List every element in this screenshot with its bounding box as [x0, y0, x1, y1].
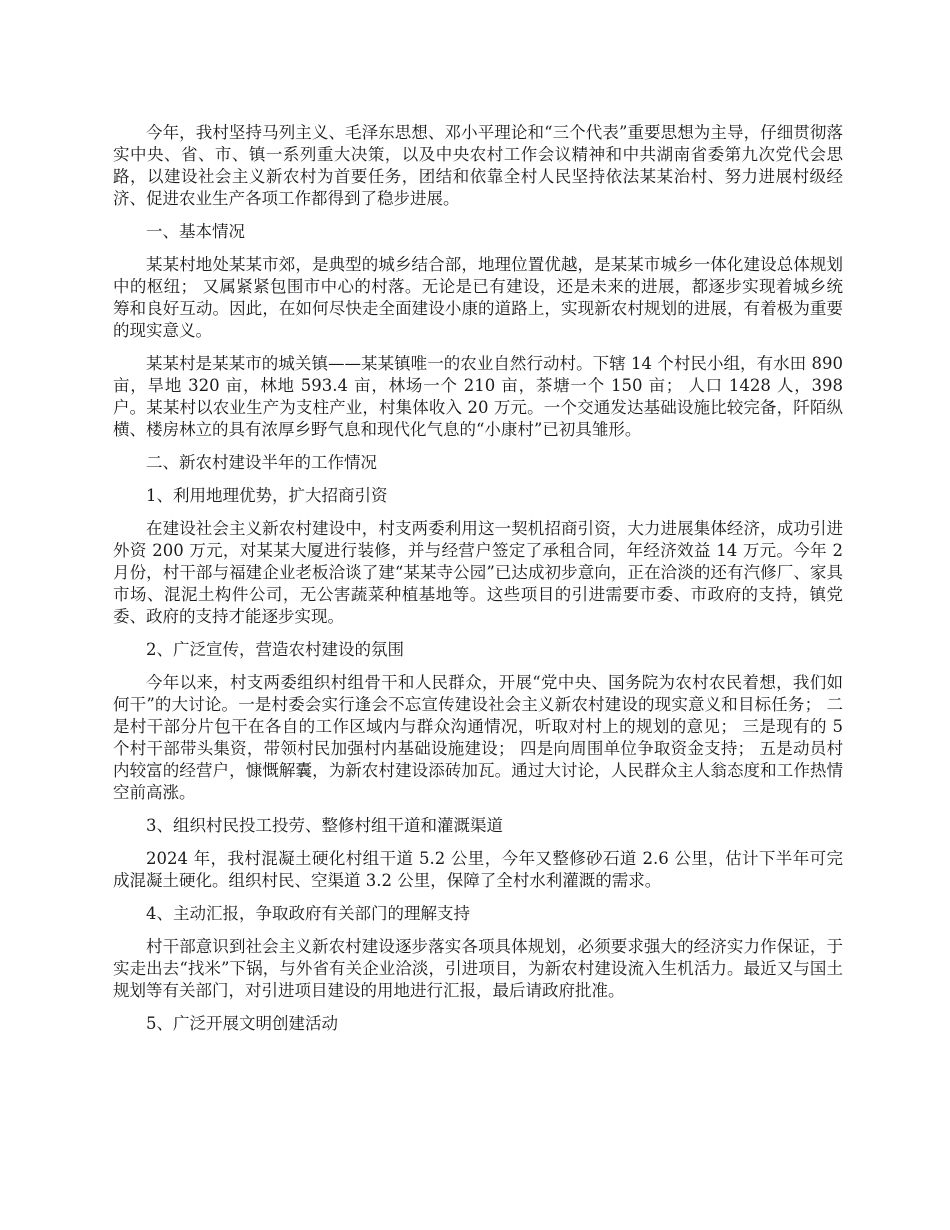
- section-heading-work-status: 二、新农村建设半年的工作情况: [146, 453, 377, 472]
- paragraph-publicity: 今年以来，村支两委组织村组骨干和人民群众，开展“党中央、国务院为农村农民着想，我们如何干”的大讨论。一是村委会实行逢会不忘宣传建设社会主义新农村建设的现实意义和目标任务； 二是村干部分片包干在各自的工作区域内与群众沟通情况，听取对村上的规划的意见； 三是现有的 5 个村干部带头集资，带领村民加强村内基础设施建设； 四是向周围单位争取资金支持； 五是动员村内较富的经营户，慷慨解囊，为新农村建设添砖加瓦。通过大讨论，人民群众主人翁态度和工作热情空前高涨。: [113, 673, 843, 802]
- paragraph-roads-canals: 2024 年，我村混凝土硬化村组干道 5.2 公里，今年又整修砂石道 2.6 公里，估计下半年可完成混凝土硬化。组织村民、空渠道 3.2 公里，保障了全村水利灌溉的需求。: [113, 849, 843, 890]
- intro-paragraph: 今年，我村坚持马列主义、毛泽东思想、邓小平理论和“三个代表”重要思想为主导，仔细贯彻落实中央、省、市、镇一系列重大决策，以及中央农村工作会议精神和中共湖南省委第九次党代会思路，以建设社会主义新农村为首要任务，团结和依靠全村人民坚持依法某某治村、努力进展村级经济、促进农业生产各项工作都得到了稳步进展。: [113, 123, 843, 208]
- paragraph-location: 某某村地处某某市郊，是典型的城乡结合部，地理位置优越，是某某市城乡一体化建设总体规划中的枢纽； 又属紧紧包围市中心的村落。无论是已有建设，还是未来的进展，都逐步实现着城乡统筹和良好互动。因此，在如何尽快走全面建设小康的道路上，实现新农村规划的进展，有着极为重要的现实意义。: [113, 255, 843, 340]
- paragraph-village-stats: 某某村是某某市的城关镇——某某镇唯一的农业自然行动村。下辖 14 个村民小组，有水田 890 亩，旱地 320 亩，林地 593.4 亩，林场一个 210 亩，茶塘一个 150 亩； 人口 1428 人，398 户。某某村以农业生产为支柱产业，村集体收入 20 万元。一个交通发达基础设施比较完备，阡陌纵横、楼房林立的具有浓厚乡野气息和现代化气息的“小康村”已初具雏形。: [113, 354, 843, 439]
- document-body: [113, 122, 843, 1046]
- subheading-publicity: 2、广泛宣传，营造农村建设的氛围: [146, 640, 404, 659]
- subheading-government-support: 4、主动汇报，争取政府有关部门的理解支持: [146, 904, 470, 923]
- section-heading-basic-info: 一、基本情况: [146, 222, 245, 241]
- subheading-investment: 1、利用地理优势，扩大招商引资: [146, 486, 388, 505]
- subheading-civilization: 5、广泛开展文明创建活动: [146, 1014, 338, 1033]
- paragraph-investment: 在建设社会主义新农村建设中，村支两委利用这一契机招商引资，大力进展集体经济，成功引进外资 200 万元，对某某大厦进行装修，并与经营户签定了承租合同，年经济效益 14 万元。今年 2 月份，村干部与福建企业老板洽谈了建“某某寺公园”已达成初步意向，正在洽淡的还有汽修厂、家具市场、混泥土构件公司，无公害蔬菜种植基地等。这些项目的引进需要市委、市政府的支持，镇党委、政府的支持才能逐步实现。: [113, 519, 843, 626]
- subheading-roads-canals: 3、组织村民投工投劳、整修村组干道和灌溉渠道: [146, 816, 503, 835]
- paragraph-government-support: 村干部意识到社会主义新农村建设逐步落实各项具体规划，必须要求强大的经济实力作保证，于实走出去“找米”下锅，与外省有关企业洽淡，引进项目，为新农村建设流入生机活力。最近又与国土规划等有关部门，对引进项目建设的用地进行汇报，最后请政府批准。: [113, 937, 843, 1000]
